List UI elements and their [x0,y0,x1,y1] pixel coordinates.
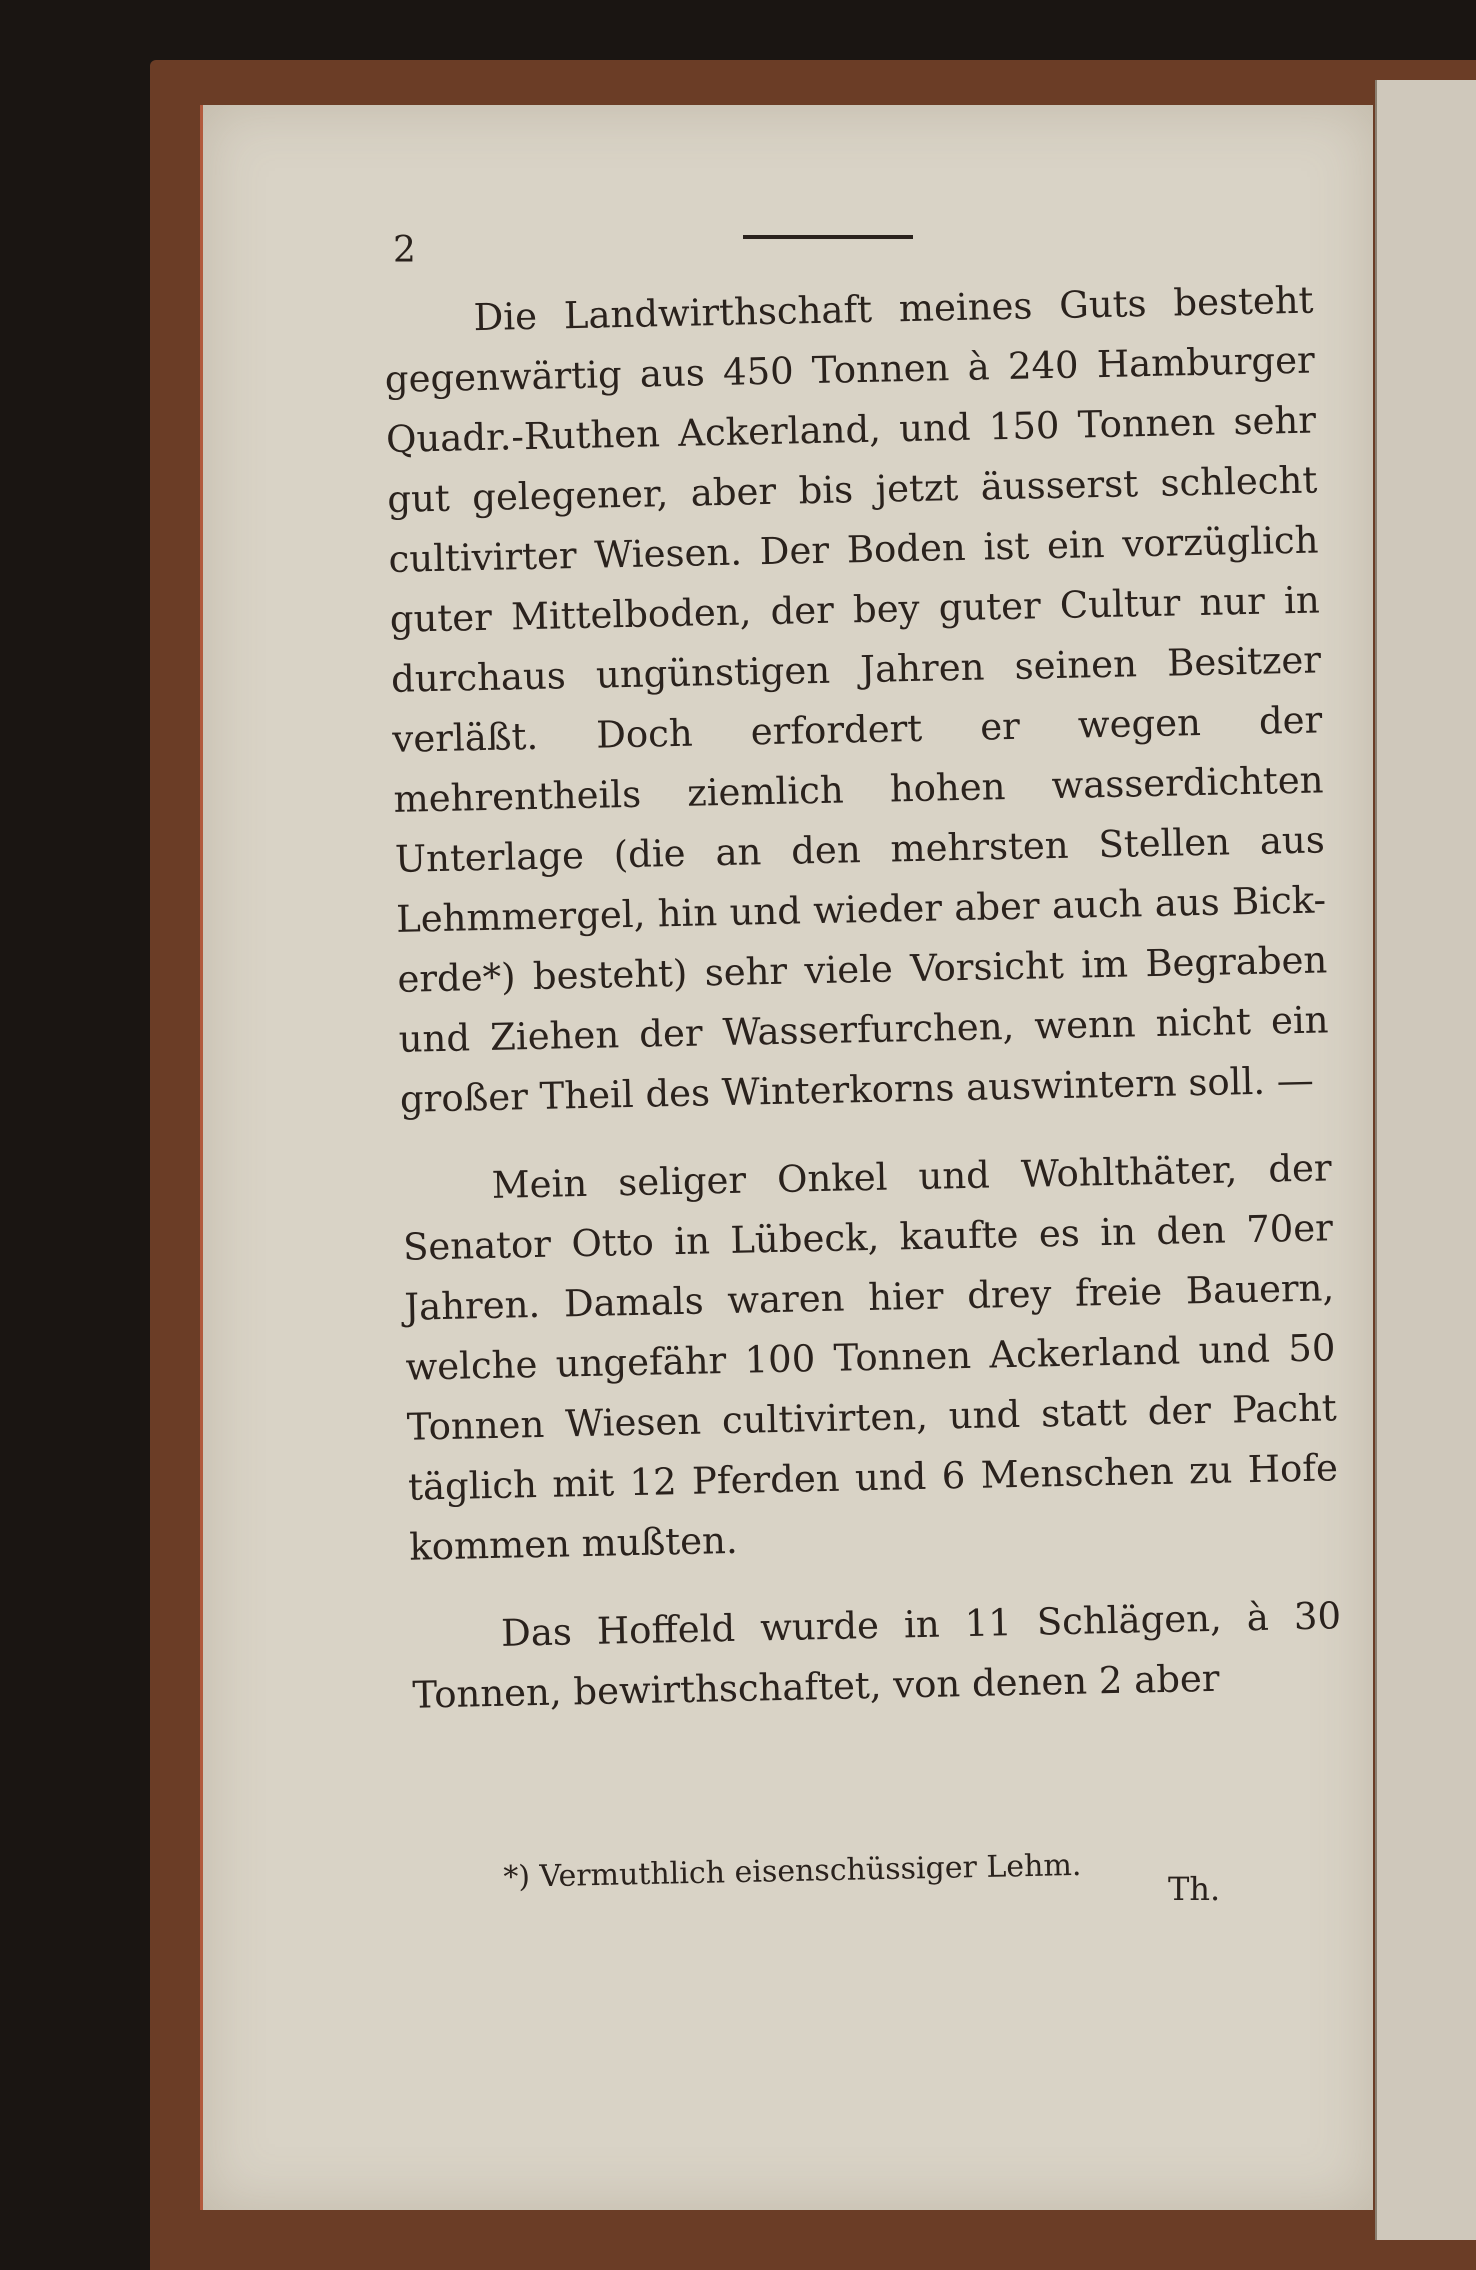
page-number: 2 [393,230,416,271]
footnote: *) Vermuthlich eisenschüssiger Lehm. [503,1847,1082,1895]
body-text [383,271,1343,1754]
facing-page-edge [1375,80,1476,2240]
book-page [200,105,1373,2210]
header-rule [743,235,913,239]
paragraph: Das Hoffeld wurde in 11 Schlägen, à 30 Tonnen, bewirthschaftet, von denen 2 aber [411,1594,1342,1717]
paragraph: Mein seliger Onkel und Wohlthäter, der Senator Otto in Lübeck, kaufte es in den 70er Jahren. Damals waren hier drey freie Bauern, welche ungefähr 100 Tonnen Ackerland und 50 Tonnen Wiesen cultivirten, und statt der Pacht täglich mit 12 Pferden und 6 Menschen zu Hofe kommen mußten. [402,1146,1339,1569]
catchword: Th. [1168,1870,1221,1908]
paragraph: Die Landwirthschaft meines Guts besteht gegenwärtig aus 450 Tonnen à 240 Hamburger Quadr.-Ruthen Ackerland, und 150 Tonnen sehr gut gelegener, aber bis jetzt äusserst schlecht cultivirter Wiesen. Der Boden ist ein vorzüglich guter Mittelboden, der bey guter Cultur nur in durchaus ungünstigen Jahren seinen Besitzer verläßt. Doch erfordert er wegen der mehrentheils ziemlich hohen wasserdichten Unterlage (die an den mehrsten Stellen aus Lehmmergel, hin und wieder aber auch aus Bick-erde*) besteht) sehr viele Vorsicht im Begraben und Ziehen der Wasserfurchen, wenn nicht ein großer Theil des Winterkorns auswintern soll. — [384,278,1329,1121]
